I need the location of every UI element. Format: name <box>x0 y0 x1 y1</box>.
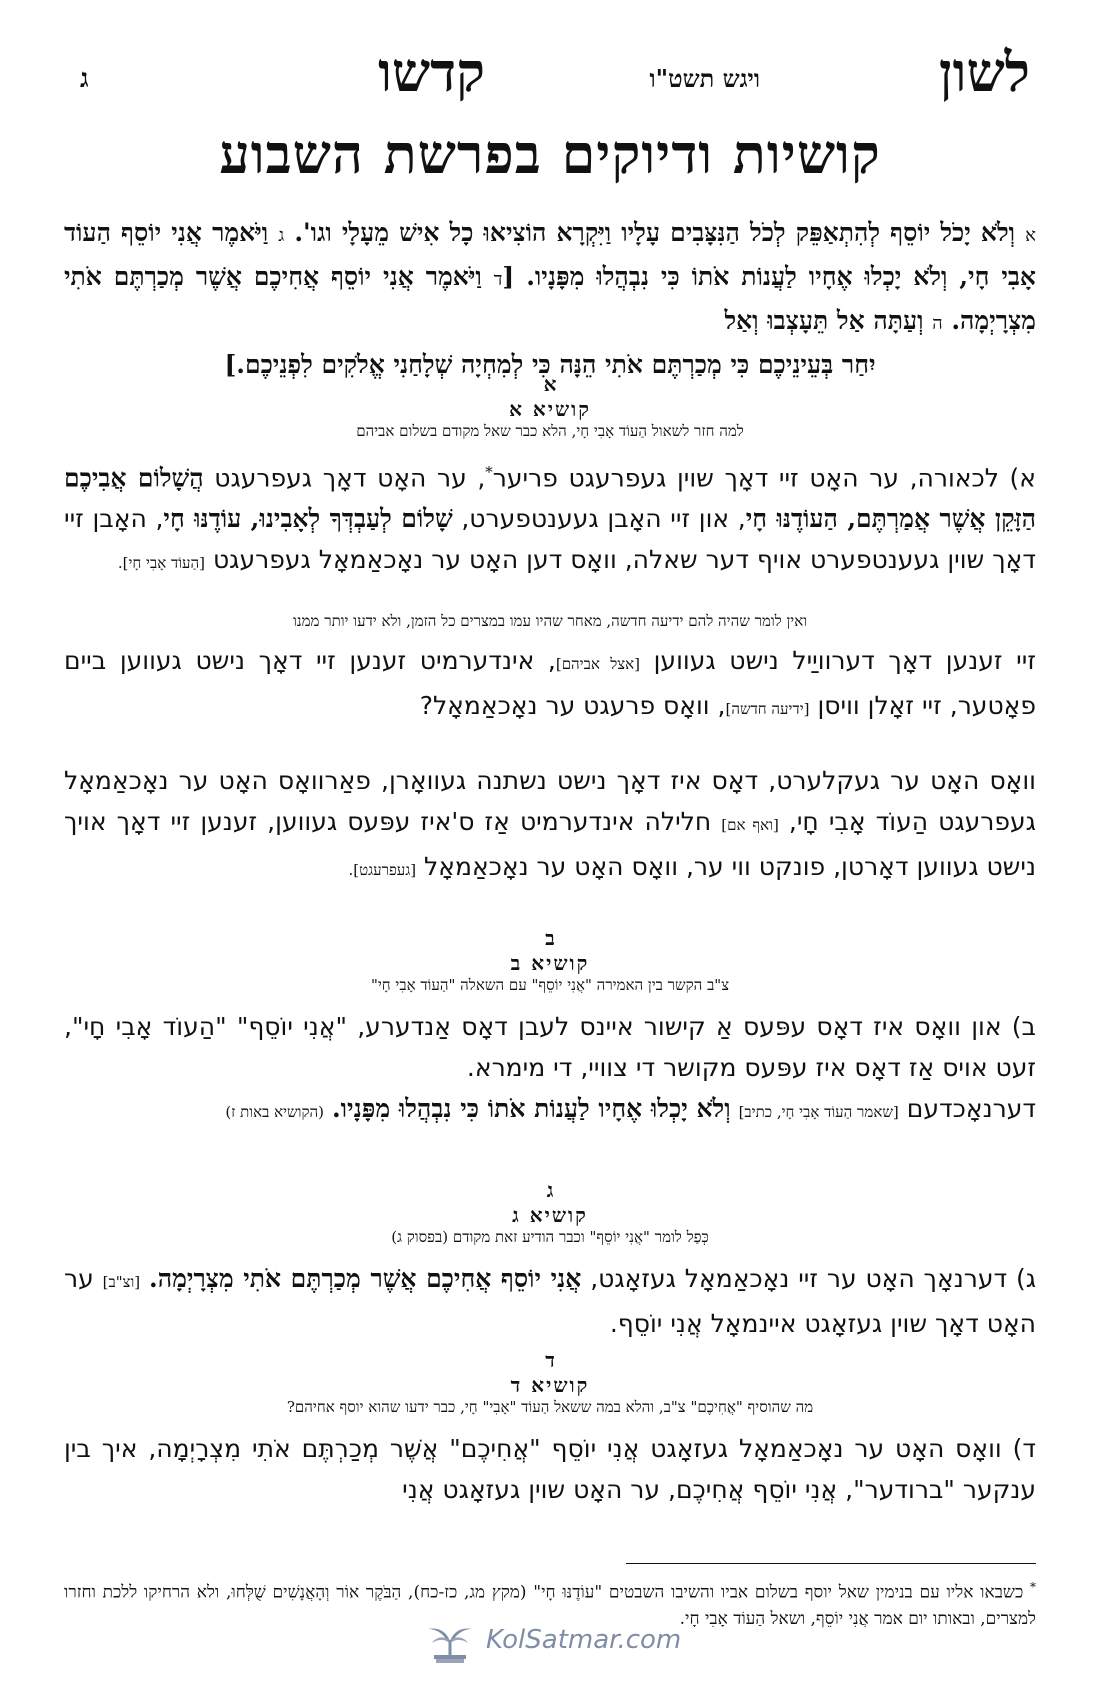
main-title: קושיות ודיוקים בפרשת השבוע <box>219 122 881 186</box>
section-question: כְּפַל לומר "אֲנִי יוֹסֵף" וכבר הודיע זאת מקודם (בפסוק ג) <box>391 1228 709 1246</box>
text-run: חלילה אינדערמיט אַז ס'איז עפּעס געווען, זענען זיי דאָך אויך נישט געווען דאָרטן, פונקט ווי ער, וואָס האָט ער נאָכאַמאָל <box>64 807 1036 881</box>
verse-number: א <box>1025 225 1036 246</box>
text-run: ג) דערנאָך האָט ער זיי נאָכאַמאָל געזאָגט, <box>590 1264 1037 1293</box>
section-letter: ב <box>545 926 555 950</box>
section-heading-4 <box>64 1348 1036 1417</box>
section-heading-1 <box>64 372 1036 441</box>
bracket-note: [וצ"ב] <box>102 1273 141 1291</box>
verse-number: ה <box>932 313 943 334</box>
text-run: א) לכאורה, ער האָט זיי דאָך שוין געפרעגט פריער <box>492 463 1036 493</box>
text-run: וואָס האָט ער געקלערט, דאָס איז דאָך נישט נשתנה געוואָרן, פאַרוואָס האָט ער נאָכאַמאָל געפרעגט הַעוֹד אָבִי חָי, <box>64 766 1036 836</box>
verse-number: ד <box>493 269 503 290</box>
text-run: , האָבן זיי דאָך שוין געענטפערט אויף דער שאלה, וואָס דען האָט ער נאָכאַמאָל געפרעגט <box>64 504 1036 575</box>
section-letter: ד <box>545 1348 555 1372</box>
section-question: מה שהוסיף "אֲחִיכֶם" צ"ב, והלא במה ששאל הַעוֹד "אָבִי" חָי, כבר ידעו שהוא יוסף אחיהם? <box>286 1398 814 1416</box>
text-run: , וואָס פרעגט ער נאָכאַמאָל? <box>419 691 726 720</box>
text-run: דערנאָכדעם <box>906 1094 1036 1123</box>
section-question: למה חזר לשאול הַעוֹד אָבִי חָי, הלא כבר שאל מקודם בשלום אביהם <box>356 422 744 440</box>
section-letter: א <box>543 372 557 396</box>
section-letter: ג <box>546 1178 554 1202</box>
verse-text: וַיֹּאמֶר אֲנִי יוֹסֵף הַעוֹד אָבִי חָי, וְלֹא יָכְלוּ אֶחָיו לַעֲנוֹת אֹתוֹ כִּי נִבְהֲלוּ מִפָּנָיו. <box>64 218 1036 291</box>
header-issue-date: ויגש תשט"ו <box>649 64 760 93</box>
section-2-paragraph-2 <box>64 1088 1036 1133</box>
section-heading-3 <box>64 1178 1036 1247</box>
section-3-paragraph-1 <box>64 1258 1036 1344</box>
section-2-paragraph-1: ב) און וואָס איז דאָס עפּעס אַ קישור איינס לעבן דאָס אַנדערע, "אֲנִי יוֹסֵף" "הַעוֹד אָבִי חָי", זעט אויס אַז דאָס איז עפּעס מקושר די צוויי, די מימרא. <box>64 1012 1036 1082</box>
bracket-note: [הַעוֹד אָבִי חָי]. <box>117 554 205 573</box>
footnote-divider <box>626 1563 1036 1564</box>
quote: וְלֹא יָכְלוּ אֶחָיו לַעֲנוֹת אֹתוֹ כִּי נִבְהֲלוּ מִפָּנָיו. <box>331 1094 731 1123</box>
footnote-mark: * <box>1030 1580 1037 1594</box>
bracket-note: [ידיעה חדשה] <box>725 700 810 718</box>
header-title-word-1: לשון <box>938 40 1030 104</box>
section-question: צ"ב הקשר בין האמירה "אֲנִי יוֹסֵף" עם השאלה "הַעוֹד אָבִי חָי" <box>370 976 730 994</box>
bracket-note: [שאמר הַעוֹד אָבִי חָי, כתיב] <box>738 1103 899 1121</box>
verse-text: וְלֹא יָכֹל יוֹסֵף לְהִתְאַפֵּק לְכֹל הַנִּצָּבִים עָלָיו וַיִּקְרָא הוֹצִיאוּ כָל אִישׁ מֵעָלָי וגו'. <box>294 218 1016 247</box>
logo-text: KolSatmar.com <box>486 1625 682 1655</box>
section-title: קושיא א <box>509 397 591 421</box>
footnote-mark: * <box>485 463 493 481</box>
text-run: , און זיי האָבן געענטפערט, <box>461 504 746 534</box>
footnote-text: כשבאו אליו עם בנימין שאל יוסף בשלום אביו והשיבו השבטים "עוֹדֶנּוּ חָי" (מקץ מג, כז-כח), הַבֹּקֶר אוֹר וְהָאֲנָשִׁים שֻׁלְּחוּ, ולא הרחיקו ללכת וחזרו למצרים, ובאותו יום אמר אֲנִי יוֹסֵף, ושאל הַעוֹד אָבִי חָי. <box>64 1582 1036 1629</box>
text-run: , אינדערמיט זענען זיי דאָך נישט געווען ביים פאָטער, זיי זאָלן וויסן <box>64 646 1036 720</box>
verse-text: וְעַתָּה אַל תֵּעָצְבוּ וְאַל <box>724 306 924 335</box>
quote: הֲשָׁלוֹם אֲבִיכֶם הַזָּקֵן אֲשֶׁר אֲמַרְתֶּם, הַעוֹדֶנּוּ חָי <box>64 463 1036 534</box>
quote: שָׁלוֹם לְעַבְדְּךָ לְאָבִינוּ, עוֹדֶנּוּ חָי <box>163 504 453 534</box>
site-logo <box>420 1617 690 1667</box>
verse-text: וַיֹּאמֶר אֲנִי יוֹסֵף אֲחִיכֶם אֲשֶׁר מְכַרְתֶּם אֹתִי מִצְרָיְמָה. <box>64 262 1036 335</box>
verse-text: יִחַר בְּעֵינֵיכֶם כִּי מְכַרְתֶּם אֹתִי הֵנָּה כִּי לְמִחְיָה שְׁלָחַנִי אֱלֹקִים לִפְנֵיכֶם.] <box>224 350 876 379</box>
text-run: , ער האָט דאָך געפרעגט <box>214 463 486 493</box>
text-run: ער האָט דאָך שוין געזאָגט איינמאָל אֲנִי יוֹסֵף. <box>64 1264 1036 1338</box>
quote: אֲנִי יוֹסֵף אֲחִיכֶם אֲשֶׁר מְכַרְתֶּם אֹתִי מִצְרָיְמָה. <box>148 1264 582 1293</box>
section-1-note: ואין לומר שהיה להם ידיעה חדשה, מאחר שהיו עמו במצרים כל הזמן, ולא ידעו יותר ממנו <box>292 612 808 630</box>
header-title-word-2: קדשו <box>378 40 485 104</box>
section-1-paragraph-3 <box>64 760 1036 891</box>
verses-block <box>64 212 1036 385</box>
bracket-note: [אצל אביהם] <box>555 655 640 673</box>
section-title: קושיא ב <box>510 951 590 975</box>
section-heading-2 <box>64 926 1036 995</box>
bracket-note: [געפרעגט]. <box>348 861 417 879</box>
bracket-open: [ <box>502 262 515 291</box>
section-4-paragraph-1: ד) וואָס האָט ער נאָכאַמאָל געזאָגט אֲנִי יוֹסֵף "אֲחִיכֶם" אֲשֶׁר מְכַרְתֶּם אֹתִי מִצְרָיְמָה, איך בין ענקער "ברודער", אֲנִי יוֹסֵף אֲחִיכֶם, ער האָט שוין געזאָגט אֲנִי <box>64 1434 1036 1504</box>
page-header <box>70 40 1030 110</box>
text-run: זיי זענען דאָך דערוויַיל נישט געווען <box>653 646 1036 675</box>
verse-number: ג <box>278 225 285 246</box>
section-title: קושיא ד <box>510 1373 590 1397</box>
section-1-paragraph-1 <box>64 452 1036 584</box>
reference-note: (הקושיא באות ז) <box>225 1103 324 1121</box>
section-title: קושיא ג <box>512 1203 588 1227</box>
page-number: ג <box>80 64 89 94</box>
section-1-paragraph-2 <box>64 640 1036 730</box>
palm-tree-books-icon <box>420 1617 480 1667</box>
bracket-note: [ואף אם] <box>721 816 779 834</box>
